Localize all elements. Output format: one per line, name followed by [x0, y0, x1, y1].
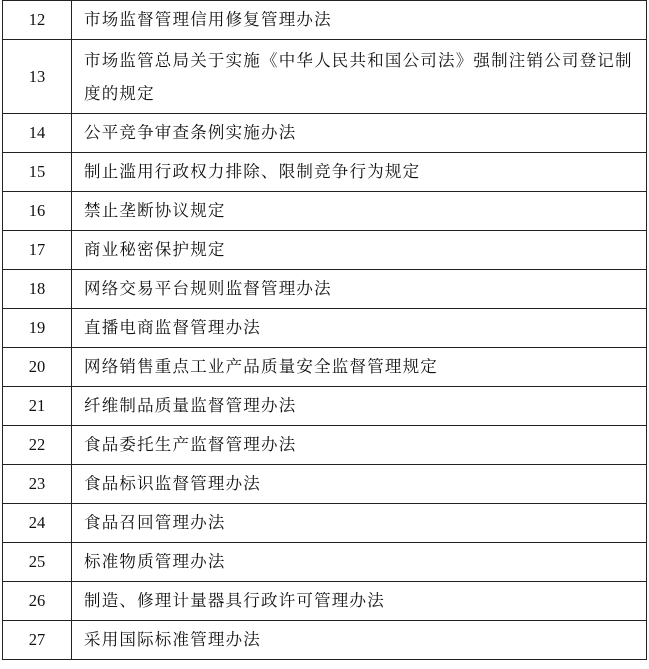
- row-number: 17: [3, 231, 72, 270]
- regulations-table: [2, 0, 647, 660]
- row-number: 18: [3, 270, 72, 309]
- regulation-title: 网络销售重点工业产品质量安全监督管理规定: [72, 348, 647, 387]
- regulation-title: 市场监管总局关于实施《中华人民共和国公司法》强制注销公司登记制度的规定: [72, 40, 647, 114]
- regulation-title: 公平竞争审查条例实施办法: [72, 114, 647, 153]
- regulation-title: 标准物质管理办法: [72, 543, 647, 582]
- row-number: 20: [3, 348, 72, 387]
- row-number: 24: [3, 504, 72, 543]
- table-row: [3, 426, 647, 465]
- table-row: [3, 231, 647, 270]
- table-row: [3, 192, 647, 231]
- regulations-table-body: [3, 1, 647, 660]
- row-number: 12: [3, 1, 72, 40]
- regulation-title: 食品召回管理办法: [72, 504, 647, 543]
- row-number: 14: [3, 114, 72, 153]
- row-number: 26: [3, 582, 72, 621]
- table-row: [3, 348, 647, 387]
- row-number: 23: [3, 465, 72, 504]
- table-row: [3, 621, 647, 660]
- regulation-title: 食品委托生产监督管理办法: [72, 426, 647, 465]
- table-row: [3, 309, 647, 348]
- table-row: [3, 270, 647, 309]
- table-row: [3, 40, 647, 114]
- row-number: 21: [3, 387, 72, 426]
- row-number: 13: [3, 40, 72, 114]
- row-number: 19: [3, 309, 72, 348]
- regulation-title: 市场监督管理信用修复管理办法: [72, 1, 647, 40]
- row-number: 16: [3, 192, 72, 231]
- regulation-title: 网络交易平台规则监督管理办法: [72, 270, 647, 309]
- regulation-title: 制止滥用行政权力排除、限制竞争行为规定: [72, 153, 647, 192]
- row-number: 25: [3, 543, 72, 582]
- regulation-title: 制造、修理计量器具行政许可管理办法: [72, 582, 647, 621]
- regulation-title: 采用国际标准管理办法: [72, 621, 647, 660]
- table-row: [3, 543, 647, 582]
- table-row: [3, 114, 647, 153]
- regulation-title: 直播电商监督管理办法: [72, 309, 647, 348]
- table-row: [3, 1, 647, 40]
- table-row: [3, 504, 647, 543]
- row-number: 27: [3, 621, 72, 660]
- table-row: [3, 153, 647, 192]
- regulation-title: 禁止垄断协议规定: [72, 192, 647, 231]
- table-row: [3, 465, 647, 504]
- row-number: 15: [3, 153, 72, 192]
- table-row: [3, 387, 647, 426]
- table-row: [3, 582, 647, 621]
- regulation-title: 商业秘密保护规定: [72, 231, 647, 270]
- regulation-title: 食品标识监督管理办法: [72, 465, 647, 504]
- row-number: 22: [3, 426, 72, 465]
- regulation-title: 纤维制品质量监督管理办法: [72, 387, 647, 426]
